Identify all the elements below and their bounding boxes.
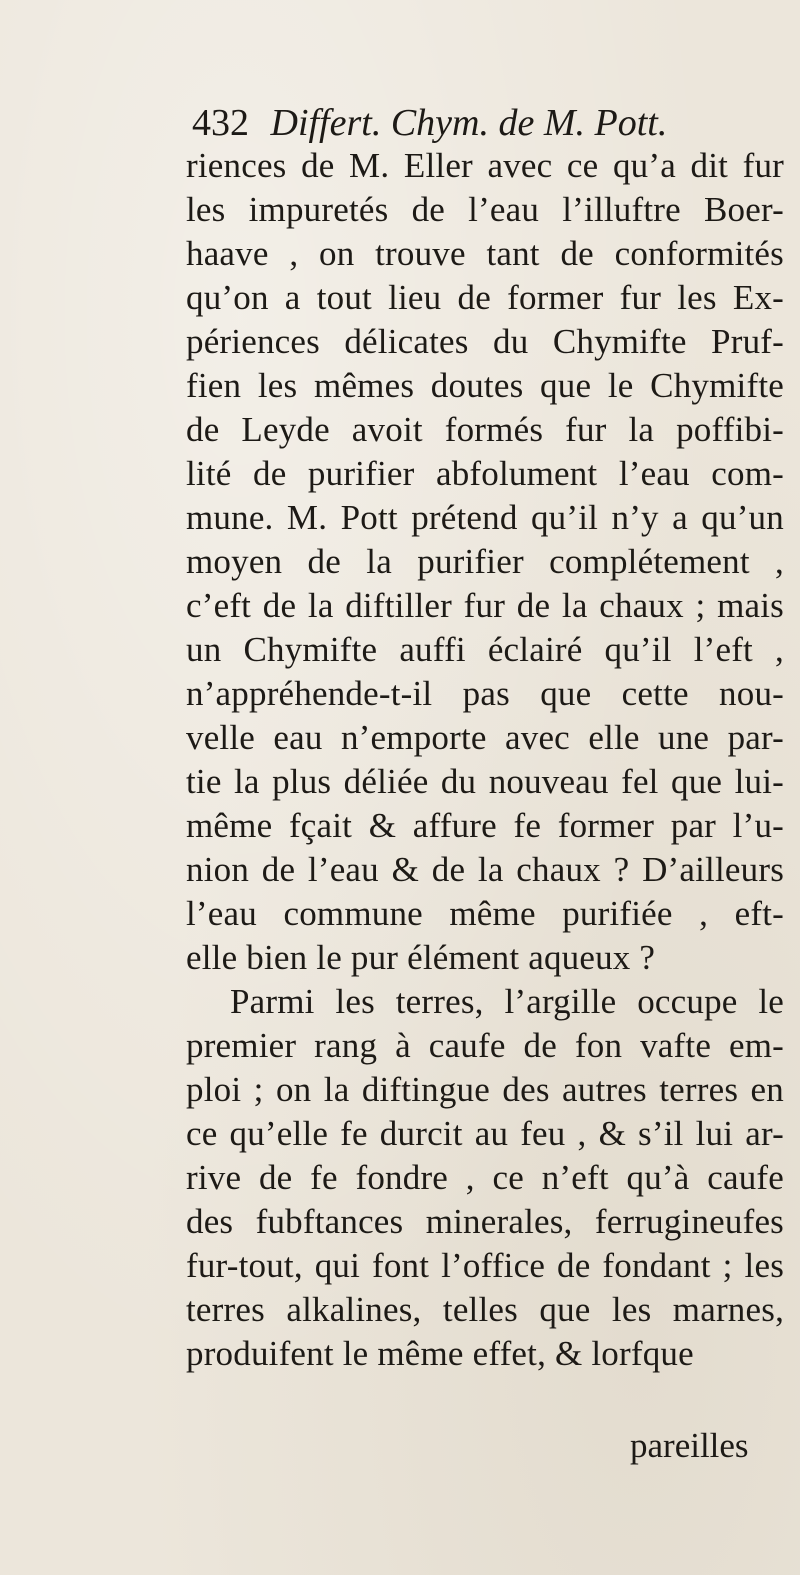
text-line: qu’on a tout lieu de former fur les Ex- — [186, 278, 785, 317]
text-line: même fçait & affure fe former par l’u- — [186, 806, 784, 845]
text-line: de Leyde avoit formés fur la poffibi- — [186, 410, 784, 449]
page-number: 432 — [192, 102, 249, 144]
text-line: ploi ; on la diftingue des autres terres en — [186, 1070, 784, 1109]
catchword: pareilles — [630, 1426, 749, 1465]
text-line: périences délicates du Chymifte Pruf- — [186, 322, 784, 361]
text-line: tie la plus déliée du nouveau fel que lui- — [186, 762, 785, 801]
text-line: velle eau n’emporte avec elle une par- — [186, 718, 785, 757]
text-line: produifent le même effet, & lorfque — [186, 1334, 694, 1373]
running-head — [192, 100, 752, 146]
text-line: fien les mêmes doutes que le Chymifte — [186, 366, 784, 405]
text-line: des fubftances minerales, ferrugineufes — [186, 1202, 785, 1241]
text-line: lité de purifier abfolument l’eau com- — [186, 454, 785, 493]
text-line: n’appréhende-t-il pas que cette nou- — [186, 674, 785, 713]
text-line: rive de fe fondre , ce n’eft qu’à caufe — [186, 1158, 785, 1197]
text-line: ce qu’elle fe durcit au feu , & s’il lui ar- — [186, 1114, 784, 1153]
text-line: terres alkalines, telles que les marnes, — [186, 1290, 785, 1329]
text-line: fur-tout, qui font l’office de fondant ; les — [186, 1246, 785, 1285]
text-line: premier rang à caufe de fon vafte em- — [186, 1026, 785, 1065]
text-line: mune. M. Pott prétend qu’il n’y a qu’un — [186, 498, 784, 537]
text-line: c’eft de la diftiller fur de la chaux ; mais — [186, 586, 784, 625]
text-line: Parmi les terres, l’argille occupe le — [230, 982, 785, 1021]
text-line: haave , on trouve tant de conformités — [186, 234, 784, 273]
text-line: moyen de la purifier complétement , — [186, 542, 785, 581]
text-line: riences de M. Eller avec ce qu’a dit fur — [186, 146, 785, 185]
text-line: un Chymifte auffi éclairé qu’il l’eft , — [186, 630, 784, 669]
text-line: nion de l’eau & de la chaux ? D’ailleurs — [186, 850, 785, 889]
text-line: l’eau commune même purifiée , eft- — [186, 894, 784, 933]
text-line: les impuretés de l’eau l’illuftre Boer- — [186, 190, 784, 229]
body-text — [186, 144, 798, 1376]
running-head-title: Differt. Chym. de M. Pott. — [270, 102, 668, 144]
text-line: elle bien le pur élément aqueux ? — [186, 938, 656, 977]
